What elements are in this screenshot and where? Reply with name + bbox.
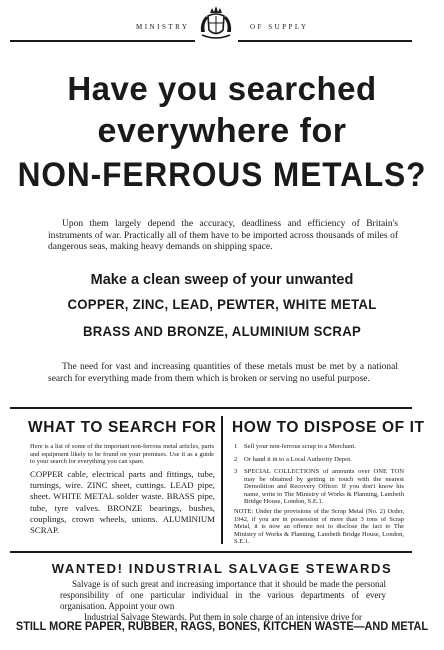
what-to-search-heading: WHAT TO SEARCH FOR [28,419,217,436]
dispose-step-number: 2 [234,456,238,463]
headline-line-1: Have you searched [67,70,377,107]
headline-line-2: everywhere for [97,112,347,150]
salvage-paragraph-text: Salvage is of such great and increasing importance that it should be made the personal responsibility of one particular individual in the various departments of every organisation. Appoint your own [60,579,386,611]
header-rule-left [10,40,195,42]
scrap-metal-order-note: NOTE: Under the provisions of the Scrap Metal (No. 2) Order, 1942, if you are in possession of more than 3 tons of Scrap Metal, it is now an offence not to disclose the fact to The Ministry of Works & Planning, Lambeth Bridge House, London, S.E.1. [234,508,404,545]
section-top-rule [10,407,412,409]
royal-coat-of-arms-icon [198,4,234,42]
wanted-stewards-heading: WANTED! INDUSTRIAL SALVAGE STEWARDS [51,561,393,576]
dispose-step-2 [234,456,404,464]
dispose-step-number: 1 [234,443,238,450]
column-divider [221,416,223,544]
intro-paragraph: Upon them largely depend the accuracy, deadliness and efficiency of Britain's instruments of war. Practically all of them have to be imported across thousands of miles of dangerous seas, making heavy demands on shipping space. [48,219,398,252]
dispose-step-1 [234,443,404,451]
final-call-line: STILL MORE PAPER, RUBBER, RAGS, BONES, KITCHEN WASTE—AND METAL [15,621,429,633]
metals-list-line-2: BRASS AND BRONZE, ALUMINIUM SCRAP [82,323,362,339]
search-intro-text: Here is a list of some of the important non-ferrous metal articles, parts and equipment likely to be found on your premises. Use it as a guide to your search for everything you can spare. [30,443,214,465]
sweep-heading: Make a clean sweep of your unwanted [90,272,354,288]
dispose-step-text: Or hand it in to a Local Authority Depot. [244,456,352,463]
dispose-step-text: Sell your non-ferrous scrap to a Merchant. [244,443,356,450]
how-to-dispose-heading: HOW TO DISPOSE OF IT [232,419,425,436]
salvage-paragraph [60,579,386,623]
header-rule-right [238,40,412,42]
dispose-step-number: 3 [234,468,238,475]
header-supply-label: OF SUPPLY [250,23,309,31]
salvage-paragraph-last-line: Industrial Salvage Stewards. Put them in sole charge of an intensive drive for [83,612,362,622]
need-paragraph: The need for vast and increasing quantities of these metals must be met by a national search for everything made from them which is broken or serving no useful purpose. [48,362,398,384]
section-bottom-rule [10,551,412,553]
headline-line-3: NON-FERROUS METALS? [17,156,427,194]
dispose-step-3 [234,468,404,506]
dispose-step-text: SPECIAL COLLECTIONS of amounts over ONE TON may be obtained by getting in touch with the nearest Demolition and Recovery Officer. If you don't know his name, write to The Ministry of Works & Planning, Lambeth Bridge House, London, S.E.1. [244,468,404,506]
metals-list-line-1: COPPER, ZINC, LEAD, PEWTER, WHITE METAL [67,296,377,312]
search-items-list: COPPER cable, electrical parts and fittings, tube, turnings, wire. ZINC sheet, cuttings. LEAD pipe, sheet. WHITE METAL solder waste. BRASS pipe, tube, tyre valves. BRONZE bearings, bushes, couplings, crown wheels, unions. ALUMINIUM SCRAP. [30,469,215,536]
header-ministry-label: MINISTRY [136,23,190,31]
